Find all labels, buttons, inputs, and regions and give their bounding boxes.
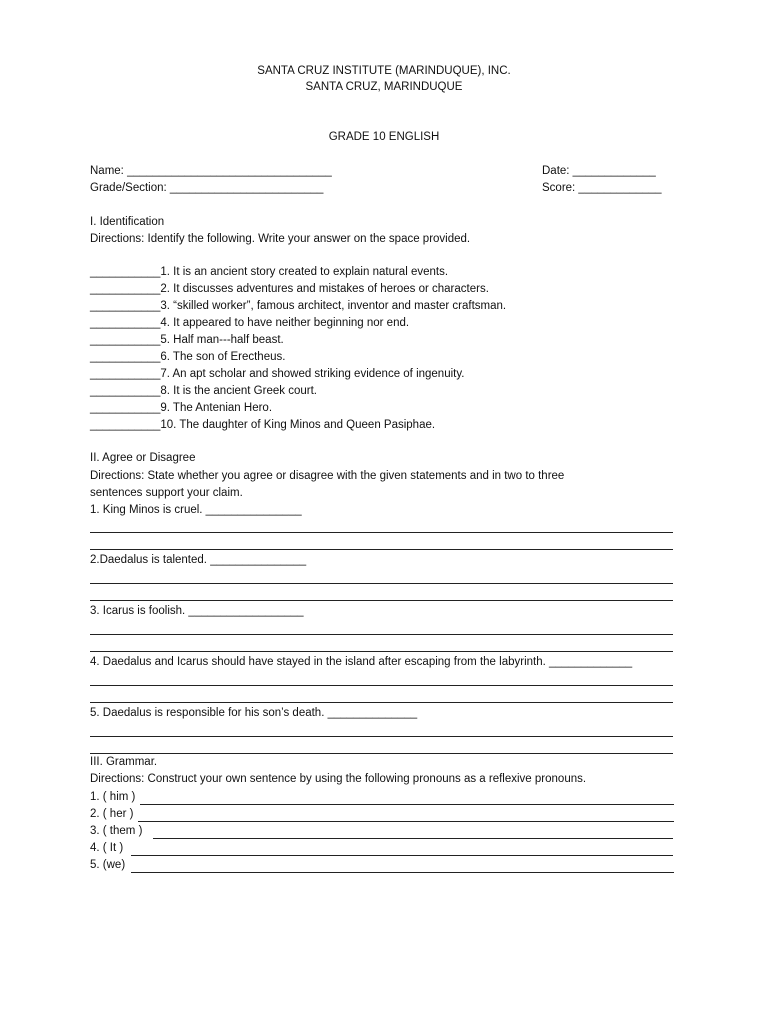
answer-line[interactable] bbox=[138, 821, 674, 822]
section-grammar-heading: III. Grammar. bbox=[90, 756, 158, 768]
school-name: SANTA CRUZ INSTITUTE (MARINDUQUE), INC. bbox=[257, 65, 511, 77]
school-location: SANTA CRUZ, MARINDUQUE bbox=[305, 81, 463, 93]
section-identification-heading: I. Identification bbox=[90, 216, 165, 228]
identification-item: ___________5. Half man---half beast. bbox=[90, 334, 284, 346]
grammar-item-label: 3. ( them ) bbox=[90, 825, 143, 837]
answer-line[interactable] bbox=[90, 685, 673, 686]
date-field[interactable]: Date: _____________ bbox=[542, 165, 656, 177]
grammar-item-label: 1. ( him ) bbox=[90, 791, 136, 803]
answer-line[interactable] bbox=[90, 736, 673, 737]
answer-line[interactable] bbox=[90, 753, 673, 754]
answer-line[interactable] bbox=[90, 532, 673, 533]
statement-1: 1. King Minos is cruel. _______________ bbox=[90, 504, 302, 516]
section-agree-disagree-heading: II. Agree or Disagree bbox=[90, 452, 196, 464]
score-field[interactable]: Score: _____________ bbox=[542, 182, 662, 194]
identification-item: ___________1. It is an ancient story created to explain natural events. bbox=[90, 266, 449, 278]
answer-line[interactable] bbox=[131, 855, 673, 856]
subject-title: GRADE 10 ENGLISH bbox=[328, 131, 440, 143]
grammar-directions: Directions: Construct your own sentence by using the following pronouns as a reflexive pronouns. bbox=[90, 773, 587, 785]
identification-item: ___________8. It is the ancient Greek court. bbox=[90, 385, 317, 397]
statement-4: 4. Daedalus and Icarus should have stayed in the island after escaping from the labyrinth. _____________ bbox=[90, 656, 633, 668]
answer-line[interactable] bbox=[90, 702, 673, 703]
answer-line[interactable] bbox=[90, 583, 673, 584]
answer-line[interactable] bbox=[90, 651, 673, 652]
answer-line[interactable] bbox=[153, 838, 673, 839]
answer-line[interactable] bbox=[131, 872, 674, 873]
statement-3: 3. Icarus is foolish. __________________ bbox=[90, 605, 304, 617]
agree-disagree-directions-cont: sentences support your claim. bbox=[90, 487, 243, 499]
grade-section-field[interactable]: Grade/Section: ________________________ bbox=[90, 182, 324, 194]
grammar-item-label: 4. ( It ) bbox=[90, 842, 124, 854]
identification-item: ___________7. An apt scholar and showed striking evidence of ingenuity. bbox=[90, 368, 465, 380]
identification-item: ___________10. The daughter of King Minos and Queen Pasiphae. bbox=[90, 419, 436, 431]
identification-item: ___________3. “skilled worker”, famous architect, inventor and master craftsman. bbox=[90, 300, 507, 312]
grammar-item-label: 5. (we) bbox=[90, 859, 126, 871]
identification-item: ___________4. It appeared to have neither beginning nor end. bbox=[90, 317, 410, 329]
statement-5: 5. Daedalus is responsible for his son’s death. ______________ bbox=[90, 707, 418, 719]
identification-item: ___________2. It discusses adventures and mistakes of heroes or characters. bbox=[90, 283, 489, 295]
answer-line[interactable] bbox=[90, 549, 673, 550]
identification-item: ___________9. The Antenian Hero. bbox=[90, 402, 273, 414]
identification-directions: Directions: Identify the following. Write your answer on the space provided. bbox=[90, 233, 471, 245]
answer-line[interactable] bbox=[90, 600, 673, 601]
statement-2: 2.Daedalus is talented. _______________ bbox=[90, 554, 307, 566]
identification-item: ___________6. The son of Erectheus. bbox=[90, 351, 286, 363]
grammar-item-label: 2. ( her ) bbox=[90, 808, 134, 820]
name-field[interactable]: Name: ________________________________ bbox=[90, 165, 332, 177]
agree-disagree-directions: Directions: State whether you agree or disagree with the given statements and in two to three bbox=[90, 470, 565, 482]
answer-line[interactable] bbox=[90, 634, 673, 635]
answer-line[interactable] bbox=[140, 804, 674, 805]
